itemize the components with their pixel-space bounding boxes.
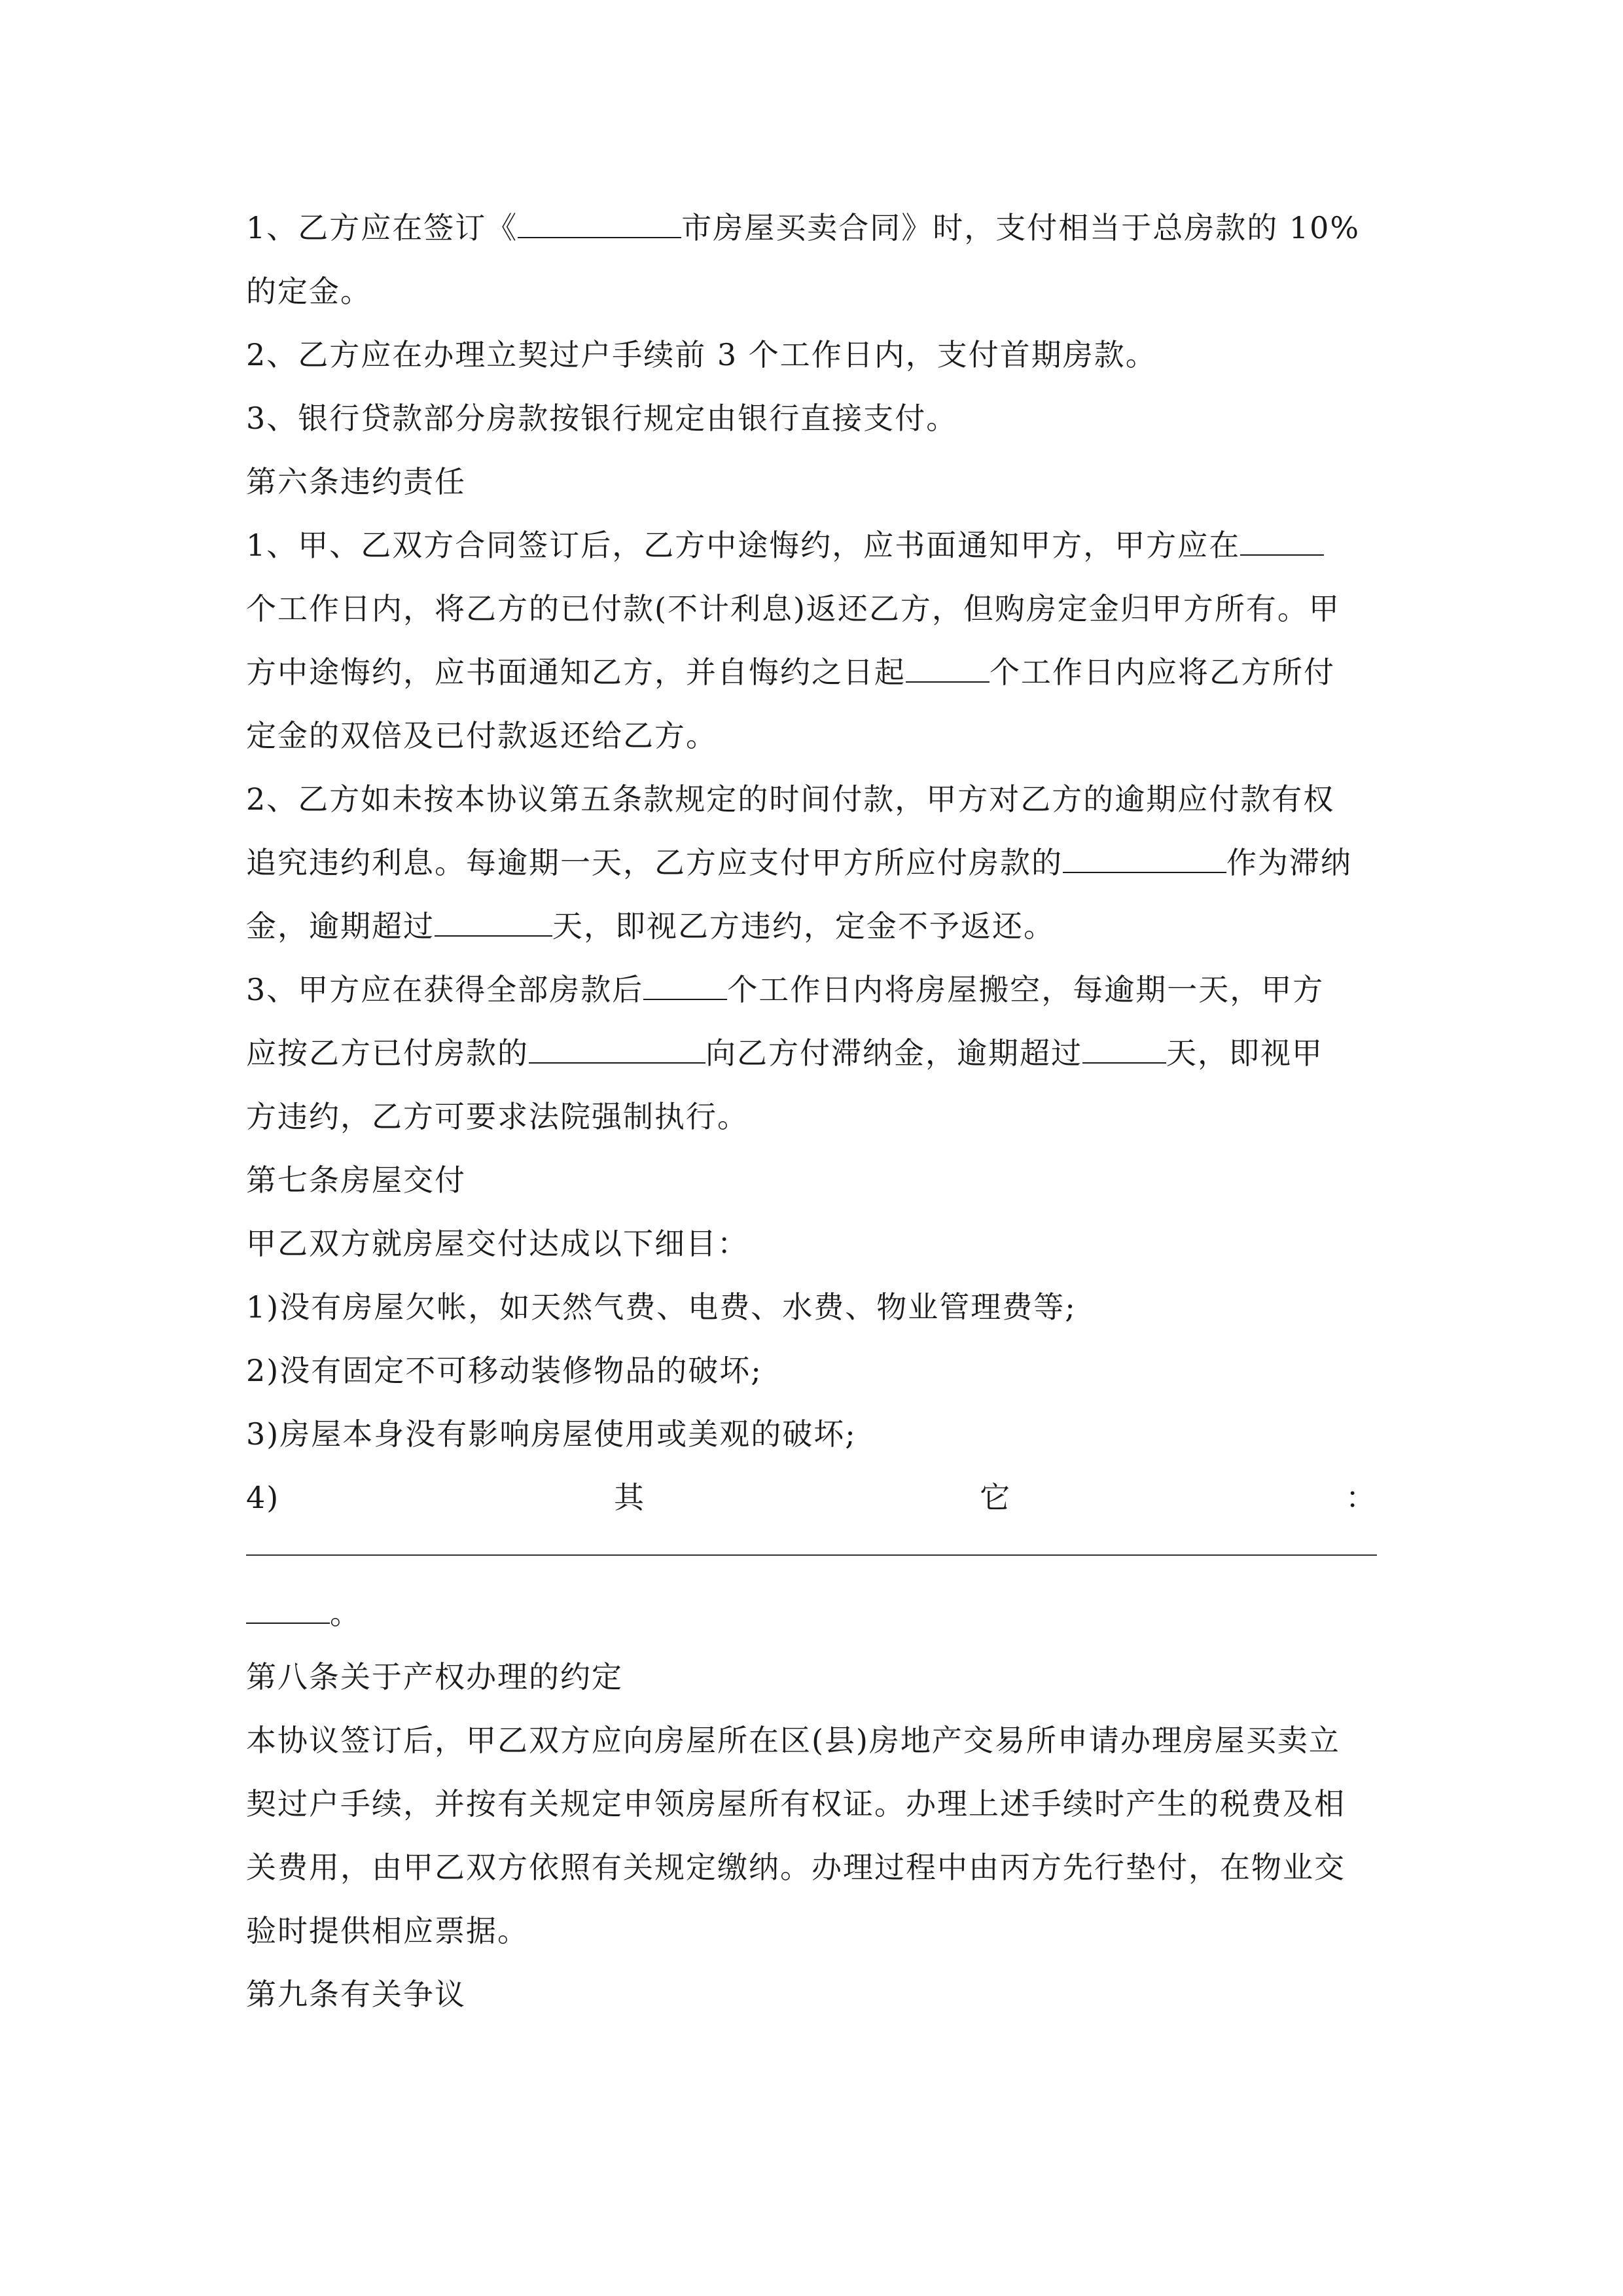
text-line: 验时提供相应票据。 — [246, 1913, 529, 1948]
section-heading: 第八条关于产权办理的约定 — [246, 1659, 623, 1695]
section-heading: 第九条有关争议 — [246, 1977, 466, 2012]
list-item: 1)没有房屋欠帐，如天然气费、电费、水费、物业管理费等; — [246, 1289, 1077, 1325]
item-number: 4) — [246, 1480, 280, 1515]
fill-blank — [1240, 526, 1324, 556]
item-colon: ： — [1345, 1480, 1377, 1515]
text-line: 应按乙方已付房款的 向乙方付滞纳金，逾期超过 天，即视甲 — [246, 1022, 1377, 1085]
fill-blank — [643, 970, 727, 1000]
fill-blank — [518, 208, 681, 238]
fill-blank — [529, 1033, 705, 1064]
text-line: 契过户手续，并按有关规定申领房屋所有权证。办理上述手续时产生的税费及相 — [246, 1786, 1346, 1821]
list-item: 2)没有固定不可移动装修物品的破坏; — [246, 1353, 762, 1388]
text-line: 本协议签订后，甲乙双方应向房屋所在区(县)房地产交易所申请办理房屋买卖立 — [246, 1723, 1340, 1758]
item-label-part: 它 — [980, 1480, 1012, 1515]
text-line: 3、甲方应在获得全部房款后 个工作日内将房屋搬空，每逾期一天，甲方 — [246, 958, 1377, 1022]
fill-blank — [1063, 843, 1226, 873]
text-line: 1、乙方应在签订《 市房屋买卖合同》时，支付相当于总房款的 10% — [246, 196, 1377, 260]
text-line: 方违约，乙方可要求法院强制执行。 — [246, 1099, 749, 1134]
text-line: 追究违约利息。每逾期一天，乙方应支付甲方所应付房款的 作为滞纳 — [246, 831, 1377, 895]
text-line: 定金的双倍及已付款返还给乙方。 — [246, 718, 717, 753]
text-line: 1、甲、乙双方合同签订后，乙方中途悔约，应书面通知甲方，甲方应在 — [246, 514, 1377, 577]
document-body — [246, 196, 1377, 2026]
text-line: 方中途悔约，应书面通知乙方，并自悔约之日起 个工作日内应将乙方所付 — [246, 641, 1377, 704]
list-item: 3)房屋本身没有影响房屋使用或美观的破坏; — [246, 1416, 857, 1452]
list-item-other — [246, 1466, 1377, 1530]
text-line: 个工作日内，将乙方的已付款(不计利息)返还乙方，但购房定金归甲方所有。甲 — [246, 591, 1340, 626]
fill-blank — [246, 1594, 330, 1624]
fill-blank — [1082, 1033, 1166, 1064]
text-line: 的定金。 — [246, 274, 372, 309]
text-line: 3、银行贷款部分房款按银行规定由银行直接支付。 — [246, 401, 958, 436]
section-heading: 第六条违约责任 — [246, 464, 466, 499]
text-line: 。 — [246, 1582, 1377, 1645]
text-line: 金，逾期超过 天，即视乙方违约，定金不予返还。 — [246, 895, 1377, 958]
text-line: 关费用，由甲乙双方依照有关规定缴纳。办理过程中由丙方先行垫付，在物业交 — [246, 1850, 1346, 1885]
text-line: 甲乙双方就房屋交付达成以下细目： — [246, 1226, 749, 1261]
item-label-part: 其 — [614, 1480, 646, 1515]
fill-blank — [435, 906, 552, 937]
section-heading: 第七条房屋交付 — [246, 1162, 466, 1198]
fill-blank — [906, 653, 990, 683]
text-line: 2、乙方应在办理立契过户手续前 3 个工作日内，支付首期房款。 — [246, 337, 1157, 372]
text-line: 2、乙方如未按本协议第五条款规定的时间付款，甲方对乙方的逾期应付款有权 — [246, 781, 1335, 817]
fill-line — [246, 1554, 1377, 1556]
